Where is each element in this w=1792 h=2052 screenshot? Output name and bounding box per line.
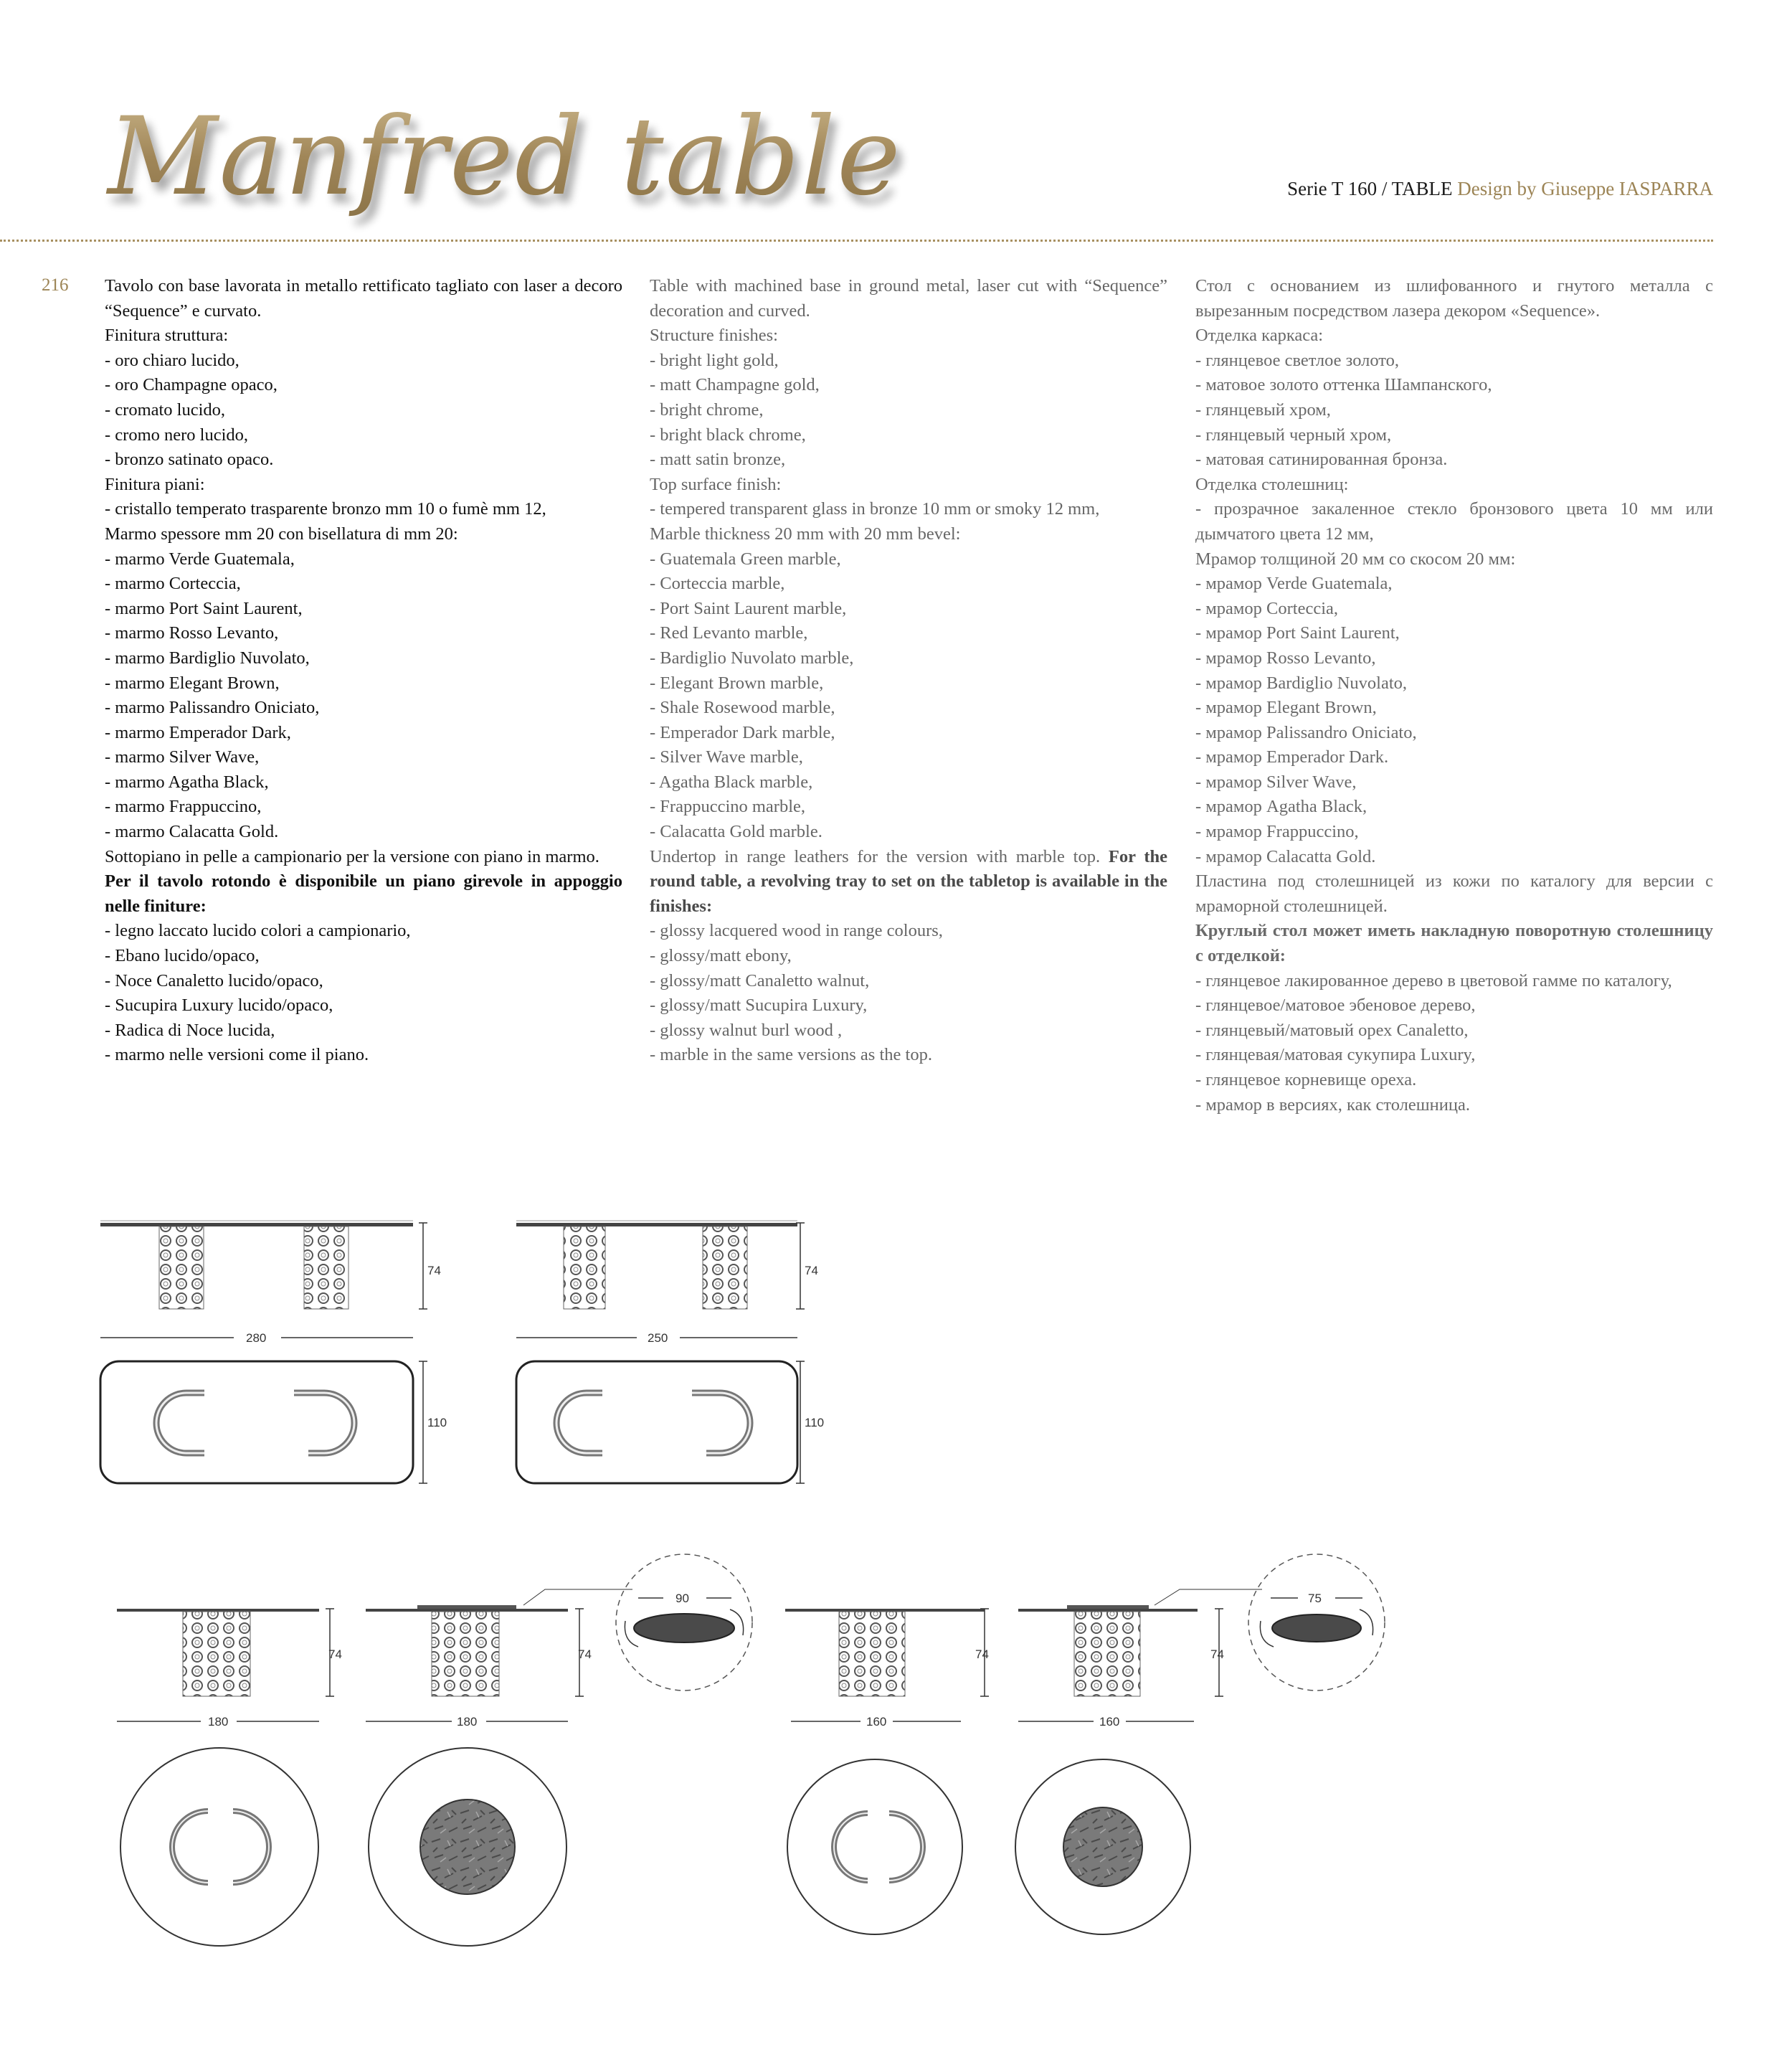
text-line-content: - глянцевый черный хром, bbox=[1195, 425, 1392, 445]
text-line-content: - marmo Frappuccino, bbox=[105, 797, 262, 817]
text-line bbox=[1195, 820, 1713, 845]
text-line-content: - marmo Palissandro Oniciato, bbox=[105, 698, 320, 718]
text-line-content: - матовая сатинированная бронза. bbox=[1195, 450, 1448, 470]
text-line-content: Отделка каркаса: bbox=[1195, 326, 1324, 346]
text-line-content: - cromo nero lucido, bbox=[105, 425, 249, 445]
text-line bbox=[105, 745, 622, 770]
text-line bbox=[1195, 1093, 1713, 1118]
text-line bbox=[105, 820, 622, 845]
text-line-content: - bronzo satinato opaco. bbox=[105, 450, 274, 470]
dim-width: 160 bbox=[866, 1715, 887, 1729]
text-line-content: - marmo Agatha Black, bbox=[105, 772, 269, 792]
table-250-elevation bbox=[516, 1221, 818, 1345]
text-line-content: - Silver Wave marble, bbox=[650, 747, 803, 767]
dim-width: 180 bbox=[208, 1715, 229, 1729]
tray-90-detail bbox=[616, 1554, 752, 1691]
text-line bbox=[650, 770, 1167, 795]
text-line-content: - glossy/matt Canaletto walnut, bbox=[650, 970, 870, 990]
text-line bbox=[1195, 745, 1713, 770]
text-line-content: Per il tavolo rotondo è disponibile un piano girevole in appoggio nelle finiture: bbox=[105, 871, 622, 916]
text-line-content: - мрамор Corteccia, bbox=[1195, 598, 1339, 618]
text-line-content: - Agatha Black marble, bbox=[650, 772, 813, 792]
text-line bbox=[1195, 621, 1713, 646]
text-line bbox=[105, 497, 622, 522]
text-line bbox=[650, 820, 1167, 845]
table-280-plan bbox=[100, 1361, 447, 1483]
text-line-content: Structure finishes: bbox=[650, 326, 778, 346]
text-line bbox=[1195, 696, 1713, 721]
text-line-content: Finitura struttura: bbox=[105, 326, 229, 346]
text-line bbox=[650, 448, 1167, 473]
text-line-content: - bright chrome, bbox=[650, 399, 764, 420]
text-line-content: - Elegant Brown marble, bbox=[650, 673, 824, 693]
text-line-content: - Ebano lucido/opaco, bbox=[105, 946, 260, 966]
text-line-content: Круглый стол может иметь накладную поворотную столешницу с отделкой: bbox=[1195, 921, 1713, 966]
text-line bbox=[105, 869, 622, 919]
text-line-content: Undertop in range leathers for the version with marble top. bbox=[650, 846, 1109, 866]
text-line bbox=[650, 845, 1167, 919]
text-line-content: Marmo spessore mm 20 con bisellatura di mm 20: bbox=[105, 524, 458, 544]
text-line-content: - мрамор Elegant Brown, bbox=[1195, 698, 1377, 718]
text-line bbox=[650, 473, 1167, 498]
dim-height: 74 bbox=[1210, 1647, 1224, 1661]
dim-height: 74 bbox=[578, 1647, 592, 1661]
text-line bbox=[105, 993, 622, 1018]
text-line bbox=[105, 547, 622, 572]
text-line-content: - marmo Bardiglio Nuvolato, bbox=[105, 648, 310, 668]
table-180-elevation bbox=[117, 1609, 342, 1729]
text-line-content: - glossy walnut burl wood , bbox=[650, 1020, 843, 1040]
dim-width: 250 bbox=[648, 1331, 668, 1345]
series-label bbox=[1287, 178, 1713, 200]
text-line bbox=[105, 572, 622, 597]
text-line bbox=[105, 845, 622, 870]
text-line bbox=[1195, 398, 1713, 423]
text-line-content: Отделка столешниц: bbox=[1195, 474, 1349, 494]
text-line bbox=[650, 919, 1167, 944]
dim-height: 74 bbox=[975, 1647, 989, 1661]
text-line-content: - глянцевое/матовое эбеновое дерево, bbox=[1195, 996, 1476, 1016]
column-english bbox=[650, 274, 1167, 1068]
text-line bbox=[1195, 373, 1713, 398]
text-line bbox=[105, 398, 622, 423]
text-line bbox=[650, 993, 1167, 1018]
text-line-content: - cristallo temperato trasparente bronzo mm 10 o fumè mm 12, bbox=[105, 499, 546, 519]
text-line-content: - cromato lucido, bbox=[105, 399, 226, 420]
text-line-content: - marble in the same versions as the top. bbox=[650, 1045, 932, 1065]
text-line bbox=[1195, 869, 1713, 919]
text-line bbox=[1195, 795, 1713, 820]
dim-height: 74 bbox=[805, 1264, 818, 1277]
serie-text: Serie T 160 / TABLE bbox=[1287, 178, 1453, 199]
text-line bbox=[650, 547, 1167, 572]
text-line-content: - мрамор Bardiglio Nuvolato, bbox=[1195, 673, 1408, 693]
text-line bbox=[1195, 274, 1713, 323]
text-line-content: Finitura piani: bbox=[105, 474, 205, 494]
text-line bbox=[650, 671, 1167, 696]
text-line bbox=[1195, 919, 1713, 968]
text-line-content: - matt satin bronze, bbox=[650, 450, 786, 470]
text-line bbox=[1195, 969, 1713, 994]
table-250-plan bbox=[516, 1361, 824, 1483]
text-line-content: Top surface finish: bbox=[650, 474, 782, 494]
table-160-plan bbox=[787, 1759, 962, 1934]
table-180-tray-plan bbox=[369, 1748, 566, 1946]
text-line bbox=[105, 919, 622, 944]
text-line bbox=[105, 597, 622, 622]
text-line bbox=[105, 323, 622, 349]
text-line bbox=[1195, 547, 1713, 572]
text-line bbox=[650, 944, 1167, 969]
text-line-content: - marmo Port Saint Laurent, bbox=[105, 598, 303, 618]
text-line-content: - glossy lacquered wood in range colours, bbox=[650, 921, 943, 941]
text-line bbox=[105, 671, 622, 696]
text-line-content: - marmo Calacatta Gold. bbox=[105, 822, 279, 842]
text-line-content: - bright black chrome, bbox=[650, 425, 806, 445]
text-line bbox=[1195, 473, 1713, 498]
text-line-content: - matt Champagne gold, bbox=[650, 375, 820, 395]
table-160-tray-elevation bbox=[1018, 1589, 1262, 1729]
text-line bbox=[650, 349, 1167, 374]
text-line-content: - glossy/matt Sucupira Luxury, bbox=[650, 996, 868, 1016]
dim-tray: 75 bbox=[1308, 1592, 1322, 1605]
dim-width: 160 bbox=[1099, 1715, 1120, 1729]
text-line-content: - глянцевый хром, bbox=[1195, 399, 1331, 420]
text-line-content: - Shale Rosewood marble, bbox=[650, 698, 835, 718]
text-line bbox=[650, 274, 1167, 323]
text-line-content: Sottopiano in pelle a campionario per la versione con piano in marmo. bbox=[105, 846, 599, 866]
text-line-content: - marmo nelle versioni come il piano. bbox=[105, 1045, 369, 1065]
text-line bbox=[105, 473, 622, 498]
text-line-content: - Corteccia marble, bbox=[650, 574, 785, 594]
text-line-content: - Sucupira Luxury lucido/opaco, bbox=[105, 996, 333, 1016]
text-line-content: Мрамор толщиной 20 мм со скосом 20 мм: bbox=[1195, 549, 1516, 569]
text-line-content: - Noce Canaletto lucido/opaco, bbox=[105, 970, 323, 990]
table-180-tray-elevation bbox=[366, 1589, 632, 1729]
table-160-tray-plan bbox=[1015, 1759, 1190, 1934]
text-line-content: - мрамор Rosso Levanto, bbox=[1195, 648, 1376, 668]
text-line-content: - прозрачное закаленное стекло бронзового цвета 10 мм или дымчатого цвета 12 мм, bbox=[1195, 499, 1713, 544]
page-title bbox=[100, 72, 1090, 273]
text-line bbox=[105, 621, 622, 646]
text-line bbox=[1195, 349, 1713, 374]
text-line-content: - Emperador Dark marble, bbox=[650, 722, 835, 742]
text-line-content: - Radica di Noce lucida, bbox=[105, 1020, 275, 1040]
text-line-content: - Guatemala Green marble, bbox=[650, 549, 841, 569]
table-180-plan bbox=[120, 1748, 318, 1946]
text-line-content: Пластина под столешницей из кожи по каталогу для версии с мраморной столешницей. bbox=[1195, 871, 1713, 916]
text-line-content: - мрамор Calacatta Gold. bbox=[1195, 846, 1376, 866]
text-line-content: - marmo Emperador Dark, bbox=[105, 722, 291, 742]
text-line bbox=[1195, 993, 1713, 1018]
text-line bbox=[1195, 721, 1713, 746]
text-line-content: - glossy/matt ebony, bbox=[650, 946, 792, 966]
title-script bbox=[100, 72, 1090, 273]
text-line bbox=[105, 349, 622, 374]
text-line-content: - marmo Silver Wave, bbox=[105, 747, 260, 767]
text-line bbox=[105, 1043, 622, 1068]
text-line bbox=[1195, 1043, 1713, 1068]
text-line bbox=[650, 398, 1167, 423]
text-line-content: - мрамор Frappuccino, bbox=[1195, 822, 1359, 842]
page-number: 216 bbox=[42, 275, 69, 295]
dim-height: 74 bbox=[328, 1647, 342, 1661]
text-line-content: - мрамор Palissandro Oniciato, bbox=[1195, 722, 1417, 742]
text-line-content: - мрамор Emperador Dark. bbox=[1195, 747, 1389, 767]
text-line bbox=[1195, 1018, 1713, 1044]
text-line-content: - глянцевый/матовый орех Canaletto, bbox=[1195, 1020, 1469, 1040]
text-line-content: - мрамор Port Saint Laurent, bbox=[1195, 623, 1400, 643]
drawings-canvas bbox=[0, 1176, 1792, 2048]
dim-tray: 90 bbox=[675, 1592, 689, 1605]
text-line bbox=[650, 696, 1167, 721]
text-line bbox=[1195, 323, 1713, 349]
text-line bbox=[1195, 671, 1713, 696]
text-line bbox=[105, 522, 622, 547]
dim-depth: 110 bbox=[427, 1416, 447, 1429]
text-line-content: Marble thickness 20 mm with 20 mm bevel: bbox=[650, 524, 961, 544]
text-line bbox=[650, 969, 1167, 994]
text-line bbox=[1195, 770, 1713, 795]
text-line-content: Table with machined base in ground metal, laser cut with “Sequence” decoration and curved. bbox=[650, 276, 1167, 321]
dim-width: 180 bbox=[457, 1715, 478, 1729]
text-line bbox=[105, 423, 622, 448]
text-line-content: - глянцевая/матовая сукупира Luxury, bbox=[1195, 1045, 1476, 1065]
text-line-content: - oro Champagne opaco, bbox=[105, 375, 278, 395]
dim-height: 74 bbox=[427, 1264, 441, 1277]
text-line bbox=[1195, 1068, 1713, 1093]
text-line-content: - marmo Elegant Brown, bbox=[105, 673, 280, 693]
text-line-bold: For the round table, a revolving tray to set on the tabletop is available in the finishes: bbox=[650, 846, 1168, 916]
text-line-content: - Bardiglio Nuvolato marble, bbox=[650, 648, 854, 668]
text-line bbox=[105, 448, 622, 473]
text-line-content: - мрамор в версиях, как столешница. bbox=[1195, 1094, 1470, 1115]
designer-text: Design by Giuseppe IASPARRA bbox=[1457, 178, 1713, 199]
text-line bbox=[1195, 572, 1713, 597]
column-italian bbox=[105, 274, 622, 1068]
text-line bbox=[650, 745, 1167, 770]
text-line-content: - глянцевое светлое золото, bbox=[1195, 350, 1400, 370]
text-line bbox=[105, 696, 622, 721]
text-line bbox=[1195, 845, 1713, 870]
text-line bbox=[650, 572, 1167, 597]
text-line bbox=[105, 373, 622, 398]
text-line bbox=[650, 646, 1167, 671]
text-line-content: - мрамор Silver Wave, bbox=[1195, 772, 1357, 792]
text-line bbox=[650, 497, 1167, 522]
text-line-content: - marmo Rosso Levanto, bbox=[105, 623, 279, 643]
text-line bbox=[650, 621, 1167, 646]
dim-width: 280 bbox=[246, 1331, 267, 1345]
text-line bbox=[650, 373, 1167, 398]
text-line bbox=[105, 795, 622, 820]
text-line bbox=[1195, 646, 1713, 671]
text-line-content: Стол с основанием из шлифованного и гнутого металла с вырезанным посредством лазера декором «Sequence». bbox=[1195, 276, 1713, 321]
text-line bbox=[650, 423, 1167, 448]
text-line-content: - marmo Verde Guatemala, bbox=[105, 549, 295, 569]
text-line-content: - матовое золото оттенка Шампанского, bbox=[1195, 375, 1492, 395]
text-line bbox=[105, 944, 622, 969]
text-line bbox=[105, 770, 622, 795]
text-line-content: - мрамор Verde Guatemala, bbox=[1195, 574, 1393, 594]
technical-drawings bbox=[0, 1176, 1792, 2048]
text-line bbox=[650, 323, 1167, 349]
text-line bbox=[1195, 448, 1713, 473]
text-line-content: - Calacatta Gold marble. bbox=[650, 822, 822, 842]
dim-depth: 110 bbox=[805, 1416, 825, 1429]
text-line-content: - глянцевое корневище ореха. bbox=[1195, 1070, 1417, 1089]
text-line bbox=[650, 721, 1167, 746]
text-line bbox=[1195, 497, 1713, 547]
column-russian bbox=[1195, 274, 1713, 1117]
text-line bbox=[650, 522, 1167, 547]
text-line-content: - Frappuccino marble, bbox=[650, 797, 806, 817]
text-line bbox=[105, 274, 622, 323]
text-line bbox=[105, 646, 622, 671]
text-line bbox=[105, 969, 622, 994]
text-line-content: - tempered transparent glass in bronze 10 mm or smoky 12 mm, bbox=[650, 499, 1100, 519]
text-line-content: - marmo Corteccia, bbox=[105, 574, 241, 594]
text-line bbox=[650, 795, 1167, 820]
table-160-elevation bbox=[785, 1609, 989, 1729]
text-line-content: - Port Saint Laurent marble, bbox=[650, 598, 847, 618]
text-line bbox=[650, 1018, 1167, 1044]
tray-75-detail bbox=[1248, 1554, 1385, 1691]
text-line-content: - глянцевое лакированное дерево в цветовой гамме по каталогу, bbox=[1195, 970, 1672, 990]
text-line-content: - oro chiaro lucido, bbox=[105, 350, 240, 370]
text-line bbox=[1195, 423, 1713, 448]
table-280-elevation bbox=[100, 1221, 441, 1345]
text-line-content: - legno laccato lucido colori a campionario, bbox=[105, 921, 411, 941]
text-line-content: - Red Levanto marble, bbox=[650, 623, 808, 643]
header-divider bbox=[0, 240, 1713, 242]
text-line-content: - мрамор Agatha Black, bbox=[1195, 797, 1367, 817]
text-line bbox=[650, 1043, 1167, 1068]
text-line-content: - bright light gold, bbox=[650, 350, 779, 370]
text-line bbox=[650, 597, 1167, 622]
text-line bbox=[105, 1018, 622, 1044]
text-line-content: Tavolo con base lavorata in metallo rettificato tagliato con laser a decoro “Sequence” e curvato. bbox=[105, 276, 622, 321]
text-line bbox=[1195, 597, 1713, 622]
text-line bbox=[105, 721, 622, 746]
title-text: Manfred table bbox=[108, 95, 902, 219]
